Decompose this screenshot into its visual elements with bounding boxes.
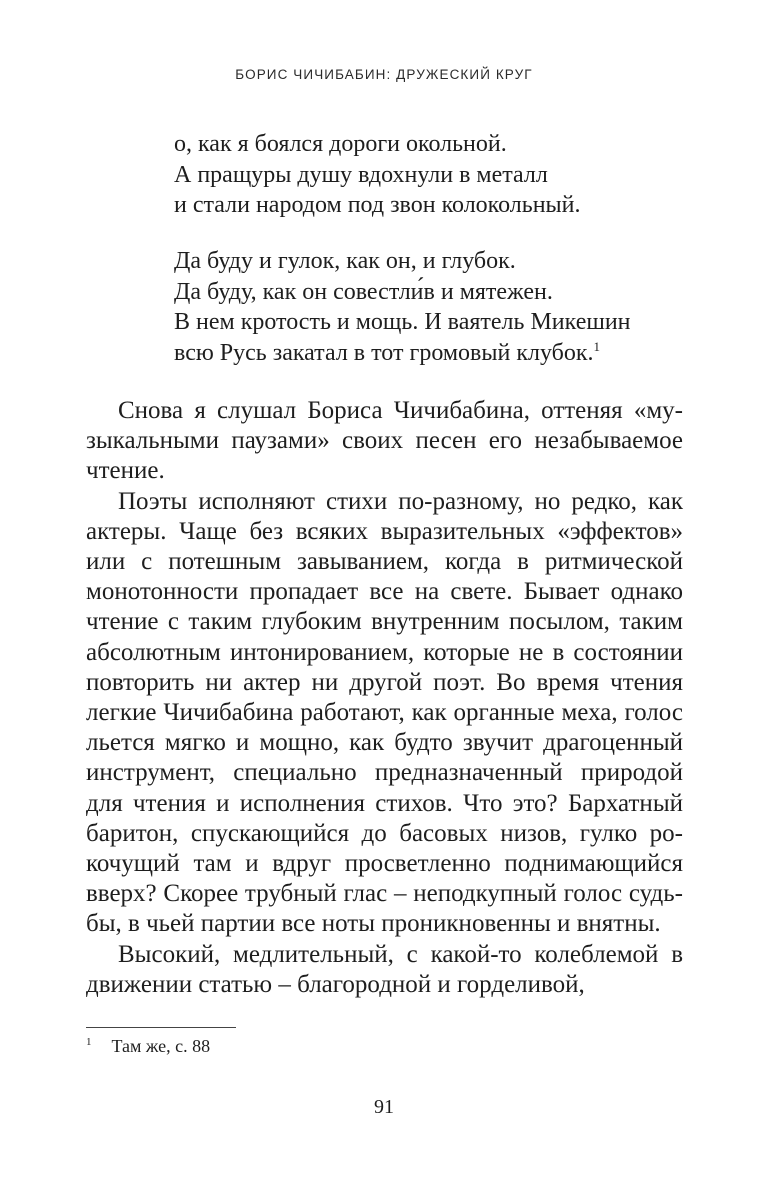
poem-stanza-2 [174,246,631,368]
page-number: 91 [374,1096,394,1118]
poem-line-text: всю Русь закатал в тот громовый клубок. [174,339,594,366]
body-text [86,396,683,1000]
running-head: БОРИС ЧИЧИБАБИН: ДРУЖЕСКИЙ КРУГ [235,67,533,82]
poem-line-last [174,338,631,369]
poem-line: и стали народом под звон колокольный. [174,192,581,218]
footnote-text: Там же, с. 88 [111,1036,211,1056]
paragraph: Снова я слушал Бориса Чичибабина, оттеняя «музыкальными паузами» своих песен его незабываемое чтение. [86,397,683,485]
paragraph: Высокий, медлительный, с какой-то колеблемой в движении статью – благородной и горделивой, [86,940,683,998]
poem-line: Да буду, как он совестли́в и мятежен. [174,278,553,305]
poem-stanza-1 [174,129,581,221]
poem-line: В нем кротость и мощь. И ваятель Микешин [174,309,631,335]
footnote-number: 1 [86,1036,92,1048]
paragraph: Поэты исполняют стихи по-разному, но редко, как актеры. Чаще без всяких выразительных «эффектов» или с потешным завыванием, когда в ритмической монотонности пропадает все на свете. Бывает однако чтение с таким глубоким внутренним посылом, таким абсолютным интонированием, которые не в состоянии повторить ни актер ни другой поэт. Во время чтения легкие Чичибабина работают, как органные меха, голос льется мягко и мощно, как будто звучит драгоценный инструмент, специально предназначенный природой для чтения и исполнения стихов. Что это? Бархатный баритон, спускающийся до басовых низов, гулко рокочущий там и вдруг просветленно поднимающийся вверх? Скорее трубный глас – неподкупный голос судьбы, в чьей партии все ноты проникновенны и внятны. [86,487,683,938]
poem-line: Да буду и гулок, как он, и глубок. [174,248,516,274]
footnote [86,1034,210,1058]
footnote-reference[interactable]: 1 [593,338,601,354]
footnote-divider [86,1027,236,1028]
poem-line: о, как я боялся дороги окольной. [174,131,507,157]
poem-line: А пращуры душу вдохнули в металл [174,161,548,188]
